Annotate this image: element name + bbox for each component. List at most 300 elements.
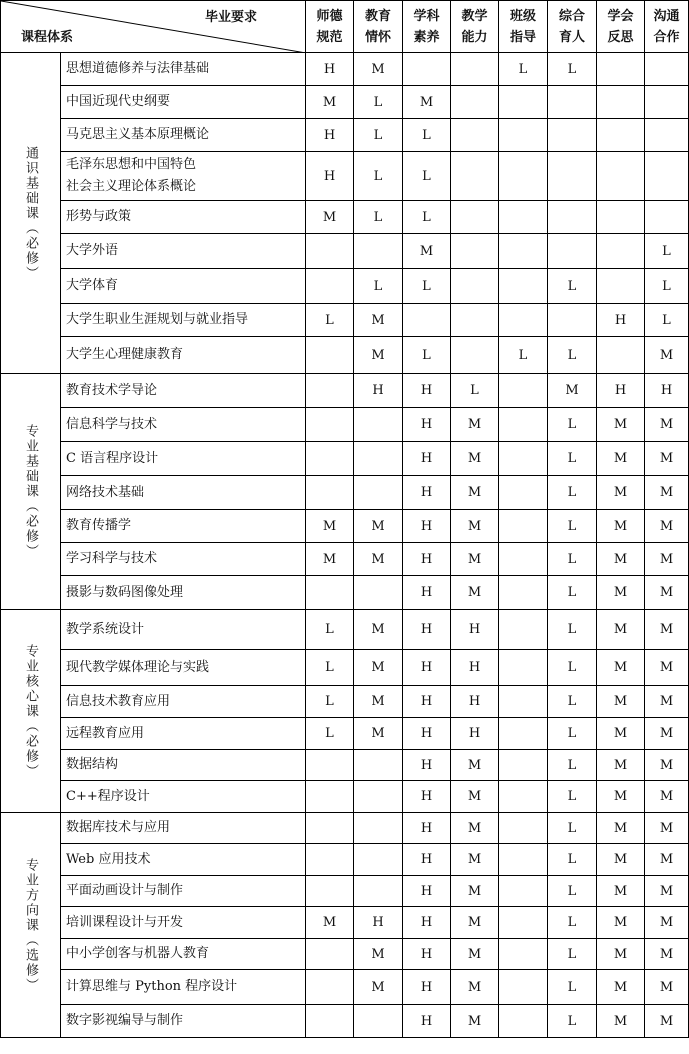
support-level-cell: M (451, 476, 499, 510)
support-level-cell: L (354, 119, 403, 152)
support-level-cell (403, 304, 451, 337)
support-level-cell (306, 269, 354, 304)
support-level-cell: H (451, 686, 499, 718)
support-level-cell: H (451, 610, 499, 650)
column-header (403, 1, 451, 53)
support-level-cell (306, 813, 354, 844)
support-level-cell: L (548, 718, 597, 750)
support-level-cell: M (354, 718, 403, 750)
course-name-cell (61, 86, 306, 119)
course-name-line: 平面动画设计与制作 (66, 883, 184, 898)
column-header (451, 1, 499, 53)
support-level-cell: M (645, 543, 689, 576)
course-name-line: 摄影与数码图像处理 (66, 584, 184, 600)
support-level-cell: M (597, 876, 645, 907)
support-level-cell: H (403, 844, 451, 876)
support-level-cell: H (451, 650, 499, 686)
support-level-cell: M (645, 337, 689, 374)
category-cell: 通识基础课（必修） (1, 53, 61, 374)
column-header-line: 沟通 (653, 8, 680, 24)
support-level-cell: L (306, 686, 354, 718)
support-level-cell: H (403, 718, 451, 750)
support-level-cell: L (548, 510, 597, 543)
column-header-line: 情怀 (364, 29, 391, 45)
support-level-cell: H (306, 53, 354, 86)
support-level-cell: H (403, 750, 451, 781)
support-level-cell: M (354, 53, 403, 86)
support-level-cell: H (645, 374, 689, 408)
support-level-cell (499, 750, 548, 781)
table-row (1, 53, 689, 86)
support-level-cell (548, 119, 597, 152)
support-level-cell (499, 813, 548, 844)
column-header-line: 育人 (558, 29, 585, 45)
support-level-cell: M (451, 750, 499, 781)
support-level-cell: M (597, 750, 645, 781)
support-level-cell (306, 844, 354, 876)
course-name-line: 数据结构 (66, 757, 119, 772)
support-level-cell: M (354, 686, 403, 718)
support-level-cell (645, 201, 689, 234)
support-level-cell: L (548, 269, 597, 304)
support-level-cell (354, 576, 403, 610)
support-level-cell: M (451, 510, 499, 543)
support-level-cell (403, 53, 451, 86)
table-row (1, 813, 689, 844)
course-name-cell (61, 718, 306, 750)
course-name-line: 学习科学与技术 (66, 551, 158, 566)
support-level-cell (306, 442, 354, 476)
table-row (1, 442, 689, 476)
support-level-cell: M (451, 970, 499, 1005)
course-name-cell (61, 304, 306, 337)
support-level-cell (451, 234, 499, 269)
support-level-cell: M (597, 408, 645, 442)
support-level-cell: H (403, 686, 451, 718)
column-header-line: 班级 (509, 8, 536, 24)
support-level-cell: M (597, 813, 645, 844)
support-level-cell (548, 152, 597, 201)
support-level-cell: H (403, 476, 451, 510)
support-level-cell (645, 86, 689, 119)
support-level-cell (354, 234, 403, 269)
table-row (1, 876, 689, 907)
course-name-line: 大学体育 (66, 278, 119, 293)
support-level-cell (354, 1005, 403, 1038)
course-name-line: 毛泽东思想和中国特色 (66, 157, 197, 172)
support-level-cell (499, 970, 548, 1005)
support-level-cell: M (597, 610, 645, 650)
support-level-cell (499, 576, 548, 610)
support-level-cell (306, 576, 354, 610)
course-name-line: 大学生职业生涯规划与就业指导 (66, 312, 249, 327)
support-level-cell (451, 86, 499, 119)
support-level-cell: M (403, 86, 451, 119)
course-name-cell (61, 234, 306, 269)
support-level-cell (645, 119, 689, 152)
support-level-cell: M (451, 781, 499, 813)
support-level-cell: M (597, 907, 645, 939)
support-level-cell: M (645, 408, 689, 442)
support-level-cell (306, 476, 354, 510)
support-level-cell: M (451, 876, 499, 907)
table-row (1, 152, 689, 201)
support-level-cell (499, 152, 548, 201)
support-level-cell: L (548, 844, 597, 876)
table-row (1, 337, 689, 374)
support-level-cell: H (403, 408, 451, 442)
support-level-cell: M (354, 939, 403, 970)
support-level-cell: M (597, 476, 645, 510)
course-name-cell (61, 510, 306, 543)
category-cell: 专业核心课（必修） (1, 610, 61, 813)
support-level-cell: M (451, 1005, 499, 1038)
support-level-cell (306, 876, 354, 907)
support-level-cell: M (306, 543, 354, 576)
support-level-cell: H (403, 442, 451, 476)
course-name-line: C 语言程序设计 (66, 450, 159, 466)
support-level-cell: H (403, 907, 451, 939)
course-name-line: 现代教学媒体理论与实践 (66, 659, 210, 675)
category-cell: 专业基础课（必修） (1, 374, 61, 610)
support-level-cell: M (597, 844, 645, 876)
support-level-cell (306, 234, 354, 269)
course-name-cell (61, 1005, 306, 1038)
support-level-cell: H (403, 576, 451, 610)
table-row (1, 576, 689, 610)
support-level-cell: M (645, 442, 689, 476)
support-level-cell: M (306, 86, 354, 119)
table-row (1, 750, 689, 781)
course-name-cell (61, 970, 306, 1005)
support-level-cell (645, 53, 689, 86)
support-level-cell: L (354, 152, 403, 201)
support-level-cell: M (354, 970, 403, 1005)
course-name-line: 教育技术学导论 (66, 382, 158, 398)
course-name-cell (61, 907, 306, 939)
support-level-cell: L (354, 86, 403, 119)
table-row (1, 686, 689, 718)
table-row (1, 781, 689, 813)
support-level-cell (499, 1005, 548, 1038)
course-name-line: 中小学创客与机器人教育 (66, 946, 210, 961)
support-level-cell (499, 543, 548, 576)
support-level-cell: L (499, 337, 548, 374)
support-level-cell: M (645, 576, 689, 610)
support-level-cell: M (451, 408, 499, 442)
support-level-cell (306, 1005, 354, 1038)
support-level-cell (499, 781, 548, 813)
column-header (306, 1, 354, 53)
course-system-label: 课程体系 (21, 30, 74, 45)
support-level-cell (451, 152, 499, 201)
support-level-cell (306, 939, 354, 970)
support-level-cell (306, 408, 354, 442)
support-level-cell: H (354, 907, 403, 939)
support-level-cell: L (306, 718, 354, 750)
course-name-line: 教育传播学 (66, 518, 132, 533)
support-level-cell: M (645, 686, 689, 718)
support-level-cell (354, 442, 403, 476)
support-level-cell (451, 269, 499, 304)
support-level-cell: M (645, 939, 689, 970)
support-level-cell: H (403, 510, 451, 543)
support-level-cell: H (403, 876, 451, 907)
support-level-cell: H (403, 781, 451, 813)
support-level-cell: M (451, 543, 499, 576)
support-level-cell: L (354, 269, 403, 304)
support-level-cell: L (548, 781, 597, 813)
table-row (1, 304, 689, 337)
course-name-line: 数据库技术与应用 (66, 820, 171, 835)
course-name-cell (61, 201, 306, 234)
support-level-cell (306, 970, 354, 1005)
support-level-cell (499, 442, 548, 476)
support-level-cell: L (306, 304, 354, 337)
course-name-line: C++程序设计 (66, 788, 150, 804)
column-header-line: 指导 (509, 29, 536, 45)
support-level-cell (451, 337, 499, 374)
support-level-cell: M (597, 970, 645, 1005)
support-level-cell (499, 269, 548, 304)
support-level-cell: M (354, 543, 403, 576)
support-level-cell: L (306, 650, 354, 686)
support-level-cell (499, 374, 548, 408)
column-header-line: 学会 (607, 8, 634, 24)
column-header (597, 1, 645, 53)
support-level-cell (499, 650, 548, 686)
support-level-cell: M (306, 907, 354, 939)
course-name-line: 大学生心理健康教育 (66, 347, 184, 362)
support-level-cell (499, 876, 548, 907)
support-level-cell (499, 119, 548, 152)
course-name-cell (61, 408, 306, 442)
column-header (548, 1, 597, 53)
course-name-line: 计算思维与 Python 程序设计 (66, 979, 238, 994)
column-header-line: 师德 (316, 8, 343, 24)
support-level-cell (548, 201, 597, 234)
course-name-cell (61, 781, 306, 813)
table-row (1, 510, 689, 543)
column-header-line: 综合 (558, 8, 585, 24)
support-level-cell: M (354, 337, 403, 374)
header-row (1, 1, 689, 53)
support-level-cell: M (645, 813, 689, 844)
support-level-cell: M (645, 610, 689, 650)
support-level-cell (306, 781, 354, 813)
support-level-cell: M (645, 781, 689, 813)
course-name-line: Web 应用技术 (66, 851, 151, 867)
support-level-cell: L (403, 337, 451, 374)
support-level-cell: L (548, 939, 597, 970)
support-level-cell: M (548, 374, 597, 408)
course-name-cell (61, 442, 306, 476)
column-header-line: 教育 (364, 8, 391, 24)
course-name-cell (61, 476, 306, 510)
course-name-line: 信息技术教育应用 (66, 693, 171, 709)
support-level-cell (499, 476, 548, 510)
support-level-cell (499, 844, 548, 876)
support-level-cell: M (451, 442, 499, 476)
support-level-cell: H (403, 543, 451, 576)
support-level-cell (451, 201, 499, 234)
support-level-cell: L (548, 442, 597, 476)
support-level-cell: M (645, 750, 689, 781)
category-cell: 专业方向课（选修） (1, 813, 61, 1038)
support-level-cell: M (645, 718, 689, 750)
support-level-cell: M (597, 442, 645, 476)
table-row (1, 201, 689, 234)
support-level-cell: M (354, 304, 403, 337)
course-name-cell (61, 750, 306, 781)
support-level-cell (597, 234, 645, 269)
support-level-cell: H (403, 650, 451, 686)
table-row (1, 1005, 689, 1038)
course-name-line: 远程教育应用 (66, 725, 145, 741)
table-row (1, 844, 689, 876)
course-name-cell (61, 844, 306, 876)
course-name-cell (61, 152, 306, 201)
support-level-cell (499, 939, 548, 970)
support-level-cell: L (403, 152, 451, 201)
table-row (1, 374, 689, 408)
support-level-cell: L (403, 269, 451, 304)
column-header (499, 1, 548, 53)
support-level-cell: H (403, 813, 451, 844)
support-level-cell: M (645, 510, 689, 543)
support-level-cell (354, 408, 403, 442)
support-level-cell: M (354, 510, 403, 543)
course-name-cell (61, 269, 306, 304)
support-level-cell (499, 201, 548, 234)
support-level-cell (499, 686, 548, 718)
support-level-cell (499, 718, 548, 750)
support-level-cell (597, 269, 645, 304)
support-level-cell: M (354, 610, 403, 650)
column-header-line: 规范 (316, 29, 343, 45)
support-level-cell (597, 337, 645, 374)
support-level-cell: M (597, 939, 645, 970)
support-level-cell: H (306, 152, 354, 201)
support-level-cell: L (548, 813, 597, 844)
column-header (354, 1, 403, 53)
course-name-cell (61, 876, 306, 907)
support-level-cell: M (597, 543, 645, 576)
table-row (1, 718, 689, 750)
support-level-cell: L (403, 119, 451, 152)
course-name-cell (61, 813, 306, 844)
support-level-cell: H (403, 970, 451, 1005)
table-row (1, 269, 689, 304)
support-level-cell (499, 86, 548, 119)
support-level-cell (354, 781, 403, 813)
graduation-requirement-label: 毕业要求 (204, 10, 257, 25)
support-level-cell: M (451, 813, 499, 844)
course-name-cell (61, 939, 306, 970)
column-header-line: 反思 (607, 29, 634, 45)
support-level-cell: M (451, 576, 499, 610)
support-level-cell (354, 844, 403, 876)
support-level-cell: L (306, 610, 354, 650)
support-level-cell: M (597, 718, 645, 750)
support-level-cell (354, 476, 403, 510)
support-level-cell: M (306, 510, 354, 543)
course-name-line: 教学系统设计 (66, 621, 145, 637)
support-level-cell: H (306, 119, 354, 152)
support-level-cell: L (548, 476, 597, 510)
support-level-cell: M (451, 939, 499, 970)
course-name-line: 数字影视编导与制作 (66, 1013, 184, 1028)
support-level-cell (499, 610, 548, 650)
support-level-cell (354, 813, 403, 844)
support-level-cell: L (451, 374, 499, 408)
support-level-cell: M (597, 1005, 645, 1038)
course-name-cell (61, 53, 306, 86)
support-level-cell: L (548, 876, 597, 907)
support-level-cell: M (451, 844, 499, 876)
support-level-cell: M (354, 650, 403, 686)
table-row (1, 234, 689, 269)
support-level-cell: L (548, 750, 597, 781)
table-row (1, 408, 689, 442)
support-level-cell: L (548, 576, 597, 610)
support-level-cell (548, 304, 597, 337)
column-header-line: 素养 (413, 29, 440, 45)
support-level-cell: M (645, 1005, 689, 1038)
support-level-cell (451, 119, 499, 152)
support-level-cell (645, 152, 689, 201)
support-level-cell: M (645, 907, 689, 939)
table-row (1, 939, 689, 970)
support-level-cell: M (597, 576, 645, 610)
course-name-line: 形势与政策 (66, 209, 132, 224)
support-level-cell (597, 201, 645, 234)
support-level-cell (499, 234, 548, 269)
support-level-cell (597, 86, 645, 119)
support-level-cell: H (403, 610, 451, 650)
support-level-cell: H (354, 374, 403, 408)
course-name-cell (61, 650, 306, 686)
table-row (1, 970, 689, 1005)
table-row (1, 119, 689, 152)
support-level-cell (597, 119, 645, 152)
support-level-cell: H (597, 374, 645, 408)
support-level-cell (354, 750, 403, 781)
support-level-cell: L (548, 907, 597, 939)
support-level-cell (499, 304, 548, 337)
support-level-cell: L (499, 53, 548, 86)
course-name-cell (61, 119, 306, 152)
support-level-cell: L (645, 269, 689, 304)
support-level-cell: M (597, 686, 645, 718)
support-level-cell: M (645, 650, 689, 686)
course-name-line: 思想道德修养与法律基础 (66, 61, 210, 76)
course-name-cell (61, 610, 306, 650)
support-level-cell: L (548, 610, 597, 650)
support-level-cell: L (548, 53, 597, 86)
support-level-cell: L (548, 543, 597, 576)
table-row (1, 650, 689, 686)
support-level-cell (499, 907, 548, 939)
support-level-cell: M (645, 970, 689, 1005)
support-level-cell (306, 750, 354, 781)
support-level-cell (451, 304, 499, 337)
support-level-cell: L (548, 337, 597, 374)
support-level-cell: M (306, 201, 354, 234)
table-row (1, 476, 689, 510)
support-level-cell: L (548, 650, 597, 686)
diagonal-header-cell (1, 1, 306, 53)
